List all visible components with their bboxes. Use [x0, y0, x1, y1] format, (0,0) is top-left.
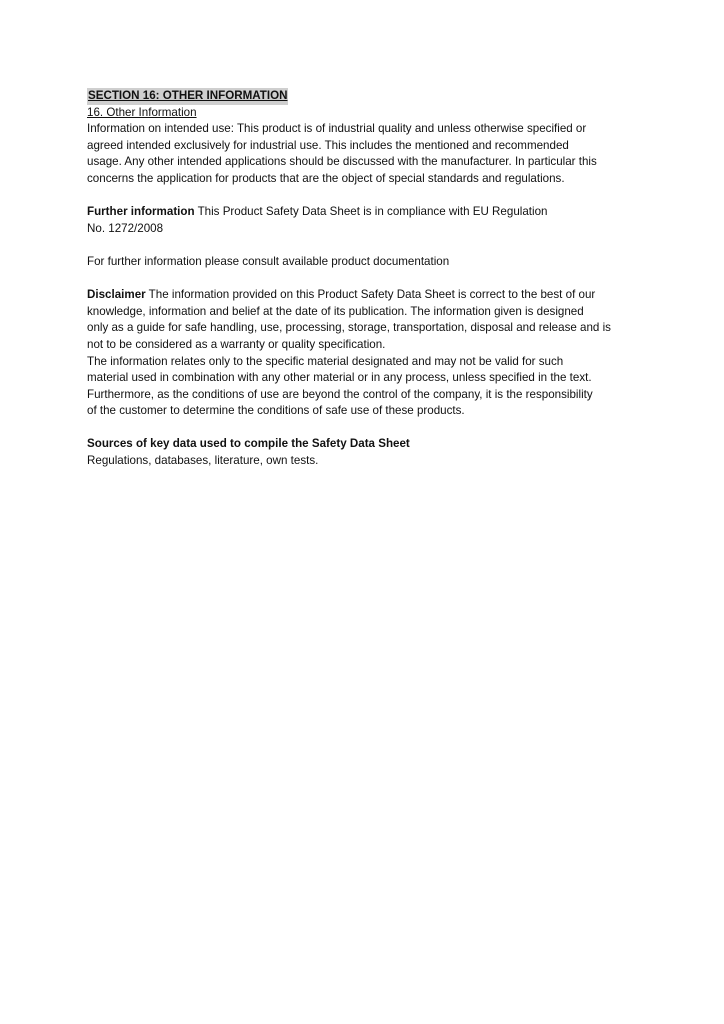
- intended-use-paragraph: [87, 121, 647, 187]
- disclaimer-line: not to be considered as a warranty or quality specification.: [87, 337, 386, 351]
- disclaimer-line: knowledge, information and belief at the date of its publication. The information given is designed: [87, 304, 584, 318]
- disclaimer-label: Disclaimer: [87, 288, 146, 302]
- disclaimer-text: The information provided on this Product Safety Data Sheet is correct to the best of our: [145, 288, 596, 302]
- documentation-note: For further information please consult available product documentation: [87, 254, 450, 268]
- disclaimer-line: only as a guide for safe handling, use, processing, storage, transportation, disposal and release and is: [87, 321, 611, 335]
- document-page: [87, 88, 647, 470]
- further-information-label: Further information: [87, 205, 195, 219]
- intended-use-line: concerns the application for products that are the object of special standards and regulations.: [87, 171, 565, 185]
- section-heading-row: [87, 88, 647, 105]
- further-information-line: [87, 204, 647, 221]
- intended-use-line: usage. Any other intended applications should be discussed with the manufacturer. In particular this: [87, 155, 597, 169]
- further-information-text: This Product Safety Data Sheet is in compliance with EU Regulation: [194, 205, 548, 219]
- documentation-note-paragraph: [87, 254, 647, 271]
- disclaimer-line: material used in combination with any other material or in any process, unless specified in the text.: [87, 371, 592, 385]
- disclaimer-line: The information relates only to the specific material designated and may not be valid for such: [87, 354, 564, 368]
- regulation-number: No. 1272/2008: [87, 221, 164, 235]
- section-subheading-row: [87, 105, 647, 122]
- disclaimer-first-line: [87, 287, 647, 304]
- section-heading: SECTION 16: OTHER INFORMATION: [87, 88, 288, 105]
- further-information-paragraph: [87, 204, 647, 237]
- sources-text: Regulations, databases, literature, own tests.: [87, 454, 319, 468]
- spacer: [87, 420, 647, 437]
- disclaimer-paragraph: [87, 287, 647, 420]
- sources-paragraph: [87, 436, 647, 469]
- spacer: [87, 188, 647, 205]
- intended-use-line: Information on intended use: This product is of industrial quality and unless otherwise specified or: [87, 122, 587, 136]
- spacer: [87, 237, 647, 254]
- disclaimer-line: of the customer to determine the conditions of safe use of these products.: [87, 404, 465, 418]
- section-subheading: 16. Other Information: [87, 105, 197, 119]
- spacer: [87, 271, 647, 288]
- disclaimer-line: Furthermore, as the conditions of use are beyond the control of the company, it is the responsibility: [87, 387, 593, 401]
- intended-use-line: agreed intended exclusively for industrial use. This includes the mentioned and recommended: [87, 138, 569, 152]
- sources-heading: Sources of key data used to compile the Safety Data Sheet: [87, 437, 410, 451]
